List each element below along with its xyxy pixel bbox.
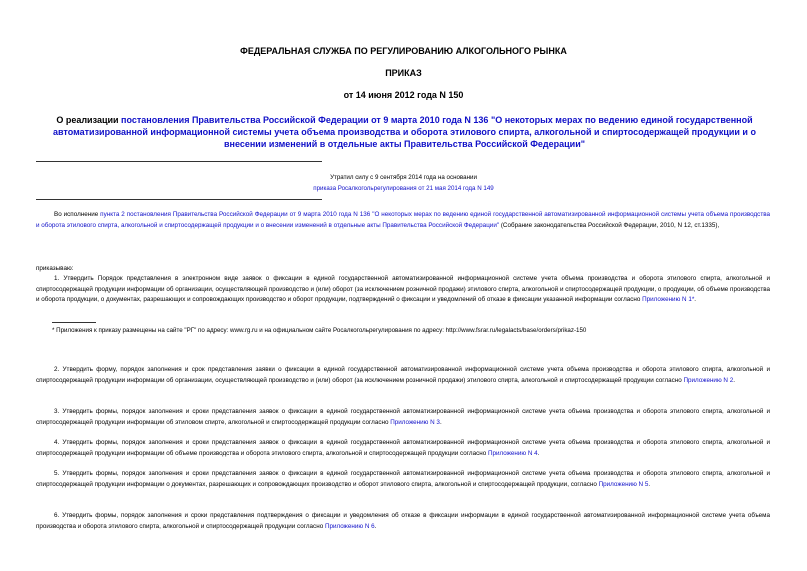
- appendix-2-link[interactable]: Приложению N 2: [683, 376, 734, 384]
- item-4: [36, 438, 770, 459]
- preamble-tail: (Собрание законодательства Российской Федерации, 2010, N 12, ст.1335),: [499, 221, 720, 229]
- item-2-text: 2. Утвердить форму, порядок заполнения и срок представления заявки о фиксации в единой государственной автоматизированной информационной системе учета объема производства и оборота этилового спирта, алкогольной и спиртосодержащей продукции информации об организации, осуществляющей производство и (или) оборот (за исключением розничной продажи) этилового спирта, алкогольной и спиртосодержащей продукции согласно: [36, 366, 770, 384]
- appendix-3-link[interactable]: Приложению N 3: [390, 418, 440, 426]
- item-1: [36, 274, 770, 306]
- title-link[interactable]: постановления Правительства Российской Федерации от 9 марта 2010 года N 136 "О некоторых мерах по ведению единой государственной автоматизированной информационной системы учета объема производства и оборота этилового спирта, алкогольной и спиртосодержащей продукции и о внесении изменений в отдельные акты Правительства Российской Федерации": [53, 115, 756, 149]
- item-2-end: .: [733, 376, 735, 384]
- status-line: Утратил силу с 9 сентября 2014 года на основании: [330, 174, 477, 181]
- item-6-text: 6. Утвердить формы, порядок заполнения и сроки представления подтверждения о фиксации и уведомления об отказе в фиксации информации в единой государственной автоматизированной информационной системе учета объема производства и оборота этилового спирта, алкогольной и спиртосодержащей продукции согласно: [36, 512, 770, 530]
- document-title: [36, 114, 773, 150]
- preamble-paragraph: [36, 210, 770, 231]
- title-prefix: О реализации: [56, 115, 122, 125]
- preamble-lead: Во исполнение: [54, 211, 101, 218]
- item-3-text: 3. Утвердить формы, порядок заполнения и сроки представления заявок о фиксации в единой государственной автоматизированной информационной системе учета объема производства и оборота этилового спирта, алкогольной и спиртосодержащей продукции информации об этиловом спирте, алкогольной и спиртосодержащей продукции согласно: [36, 408, 770, 426]
- divider-bottom: [36, 199, 322, 200]
- item-6-end: .: [374, 522, 377, 530]
- footnote: * Приложения к приказу размещены на сайте "РГ" по адресу: www.rg.ru и на официальном сайте Росалкогольрегулирования по адресу: http://www.fsrar.ru/legalacts/base/orders/prikaz-150: [52, 327, 587, 334]
- item-4-end: .: [537, 449, 540, 457]
- divider-top: [36, 161, 322, 162]
- item-5: [36, 469, 770, 490]
- appendix-5-link[interactable]: Приложению N 5: [598, 480, 649, 488]
- appendix-6-link[interactable]: Приложению N 6: [324, 522, 375, 530]
- item-4-text: 4. Утвердить формы, порядок заполнения и сроки представления заявок о фиксации в единой государственной автоматизированной информационной системе учета объема производства и оборота этилового спирта, алкогольной и спиртосодержащей продукции информации об объеме производства и оборота этилового спирта, алкогольной и спиртосодержащей продукции согласно: [36, 439, 770, 457]
- preamble-link[interactable]: пункта 2 постановления Правительства Российской Федерации от 9 марта 2010 года N 136 "О некоторых мерах по ведению единой государственной автоматизированной информационной системы учета объема производства и оборота этилового спирта, алкогольной и спиртосодержащей продукции и о внесении изменений в отдельные акты Правительства Российской Федерации": [36, 211, 770, 229]
- item-2: [36, 365, 770, 386]
- item-5-text: 5. Утвердить формы, порядок заполнения и сроки представления заявок о фиксации в единой государственной автоматизированной информационной системе учета объема производства и оборота этилового спирта, алкогольной и спиртосодержащей продукции информации о документах, разрешающих и сопровождающих производство и оборот этилового спирта, алкогольной и спиртосодержащей продукции, согласно: [36, 470, 770, 488]
- item-6: [36, 511, 770, 532]
- item-3: [36, 407, 770, 428]
- document-date-number: от 14 июня 2012 года N 150: [343, 90, 464, 100]
- appendix-4-link[interactable]: Приложению N 4: [487, 449, 538, 457]
- item-1-text: 1. Утвердить Порядок представления в электронном виде заявок о фиксации в единой государственной автоматизированной информационной системе учета объема производства и оборота этилового спирта, алкогольной и спиртосодержащей продукции информации об организации, осуществляющей производство и (или) оборот (за исключением розничной продажи) этилового спирта, алкогольной и спиртосодержащей продукции, о продукции, об объеме производства и оборота продукции, о документах, разрешающих и сопровождающих производство и оборот продукции, подтверждений о фиксации и уведомлений об отказе в фиксации указанной информации согласно: [36, 275, 770, 303]
- order-word: приказываю:: [36, 265, 74, 272]
- repeal-order-link[interactable]: приказа Росалкогольрегулирования от 21 мая 2014 года N 149: [313, 185, 494, 192]
- status-link-line: [0, 185, 807, 192]
- item-3-end: .: [439, 418, 442, 426]
- appendix-1-link[interactable]: Приложению N 1*: [642, 296, 695, 303]
- footnote-divider: [52, 322, 96, 323]
- document-type: ПРИКАЗ: [385, 68, 422, 78]
- item-5-end: .: [648, 480, 651, 488]
- agency-name: ФЕДЕРАЛЬНАЯ СЛУЖБА ПО РЕГУЛИРОВАНИЮ АЛКОГОЛЬНОГО РЫНКА: [240, 46, 567, 56]
- item-1-end: .: [694, 296, 697, 303]
